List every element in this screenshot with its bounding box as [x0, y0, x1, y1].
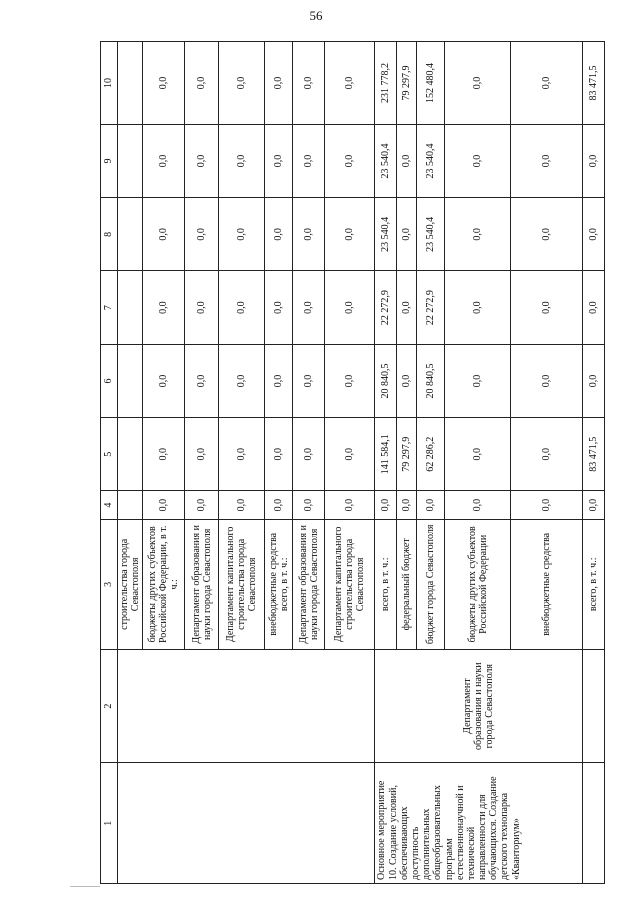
measure-10-description: Основное мероприятие 10. Создание условий, обеспечивающих доступность дополнительных общеобразовательных программ естественнонаучной и технической направленности для обучающихся. Создание детского технопарка «Кванториум» [375, 763, 583, 884]
value-cell: 0,0 [219, 491, 265, 519]
value-cell: 0,0 [143, 271, 185, 344]
header-cell: 9 [101, 124, 118, 197]
value-cell: 0,0 [185, 344, 219, 417]
value-cell: 0,0 [397, 271, 417, 344]
source-cell: бюджеты других субъектов Российской Федерации [445, 519, 511, 649]
value-cell: 0,0 [219, 198, 265, 271]
value-cell: 0,0 [325, 344, 375, 417]
header-cell: 5 [101, 418, 118, 491]
value-cell: 0,0 [143, 491, 185, 519]
next-executor-cell [583, 649, 605, 763]
value-cell: 0,0 [511, 271, 583, 344]
value-cell [118, 344, 143, 417]
value-cell: 79 297,9 [397, 42, 417, 125]
value-cell: 0,0 [445, 198, 511, 271]
value-cell: 0,0 [583, 491, 605, 519]
value-cell: 0,0 [265, 271, 293, 344]
value-cell: 23 540,4 [417, 124, 445, 197]
rotated-table-container [100, 41, 600, 884]
value-cell: 0,0 [511, 124, 583, 197]
source-cell: внебюджетные средства всего, в т. ч.: [265, 519, 293, 649]
value-cell: 0,0 [143, 418, 185, 491]
source-cell: бюджет города Севастополя [417, 519, 445, 649]
value-cell: 0,0 [445, 344, 511, 417]
value-cell: 0,0 [265, 491, 293, 519]
value-cell: 0,0 [265, 344, 293, 417]
value-cell: 0,0 [143, 198, 185, 271]
value-cell: 0,0 [265, 124, 293, 197]
value-cell: 0,0 [445, 42, 511, 125]
value-cell: 0,0 [143, 42, 185, 125]
value-cell: 0,0 [583, 344, 605, 417]
value-cell: 0,0 [325, 42, 375, 125]
value-cell [118, 418, 143, 491]
value-cell: 0,0 [583, 271, 605, 344]
value-cell: 0,0 [219, 418, 265, 491]
table-row [118, 42, 143, 884]
value-cell: 0,0 [445, 418, 511, 491]
value-cell: 0,0 [511, 198, 583, 271]
value-cell: 0,0 [325, 491, 375, 519]
page-number: 56 [309, 8, 323, 23]
value-cell: 0,0 [511, 42, 583, 125]
source-cell: федеральный бюджет [397, 519, 417, 649]
source-cell: внебюджетные средства [511, 519, 583, 649]
prev-executor-cell [118, 649, 375, 763]
value-cell [118, 198, 143, 271]
value-cell: 0,0 [293, 418, 325, 491]
value-cell: 0,0 [185, 198, 219, 271]
value-cell [118, 491, 143, 519]
value-cell: 0,0 [325, 198, 375, 271]
source-cell: Департамент образования и науки города Севастополя [293, 519, 325, 649]
measure-10-executor: Департамент образования и науки города Севастополя [375, 649, 583, 763]
value-cell: 23 540,4 [417, 198, 445, 271]
value-cell: 79 297,9 [397, 418, 417, 491]
value-cell: 0,0 [219, 271, 265, 344]
value-cell: 0,0 [219, 42, 265, 125]
value-cell: 0,0 [511, 491, 583, 519]
header-cell: 10 [101, 42, 118, 125]
header-cell: 7 [101, 271, 118, 344]
value-cell: 20 840,5 [375, 344, 397, 417]
table-row [583, 42, 605, 884]
header-cell: 4 [101, 491, 118, 519]
value-cell: 0,0 [219, 124, 265, 197]
source-cell: Департамент капитального строительства города Севастополя [219, 519, 265, 649]
value-cell: 0,0 [325, 418, 375, 491]
source-cell: строительства города Севастополя [118, 519, 143, 649]
value-cell: 0,0 [397, 198, 417, 271]
value-cell: 83 471,5 [583, 418, 605, 491]
value-cell: 0,0 [397, 124, 417, 197]
value-cell: 0,0 [583, 124, 605, 197]
source-cell: Департамент капитального строительства города Севастополя [325, 519, 375, 649]
value-cell: 0,0 [511, 344, 583, 417]
source-cell: бюджеты других субъектов Российской Федерации, в т. ч.: [143, 519, 185, 649]
value-cell: 0,0 [445, 271, 511, 344]
value-cell: 231 778,2 [375, 42, 397, 125]
value-cell: 0,0 [293, 491, 325, 519]
prev-measure-cell [118, 763, 375, 884]
source-cell: Департамент образования и науки города Севастополя [185, 519, 219, 649]
value-cell: 0,0 [143, 344, 185, 417]
value-cell: 0,0 [445, 491, 511, 519]
value-cell: 0,0 [265, 198, 293, 271]
value-cell: 83 471,5 [583, 42, 605, 125]
value-cell: 0,0 [293, 124, 325, 197]
value-cell: 0,0 [293, 42, 325, 125]
value-cell: 0,0 [265, 42, 293, 125]
header-cell: 1 [101, 763, 118, 884]
value-cell: 0,0 [293, 198, 325, 271]
value-cell: 22 272,9 [417, 271, 445, 344]
value-cell: 0,0 [397, 344, 417, 417]
value-cell: 0,0 [293, 271, 325, 344]
value-cell: 0,0 [219, 344, 265, 417]
header-cell: 3 [101, 519, 118, 649]
value-cell: 0,0 [511, 418, 583, 491]
value-cell: 62 286,2 [417, 418, 445, 491]
header-row [101, 42, 118, 884]
value-cell: 0,0 [185, 42, 219, 125]
header-cell: 2 [101, 649, 118, 763]
value-cell: 0,0 [417, 491, 445, 519]
source-cell: всего, в т. ч.: [375, 519, 397, 649]
value-cell: 0,0 [375, 491, 397, 519]
value-cell: 0,0 [265, 418, 293, 491]
header-cell: 6 [101, 344, 118, 417]
scan-artifact-line [70, 886, 100, 887]
value-cell: 0,0 [185, 418, 219, 491]
table-row [375, 42, 397, 884]
value-cell: 152 480,4 [417, 42, 445, 125]
value-cell [118, 42, 143, 125]
next-measure-cell [583, 763, 605, 884]
value-cell: 0,0 [583, 198, 605, 271]
value-cell: 0,0 [293, 344, 325, 417]
value-cell: 0,0 [325, 124, 375, 197]
value-cell: 0,0 [185, 491, 219, 519]
value-cell: 23 540,4 [375, 198, 397, 271]
value-cell: 22 272,9 [375, 271, 397, 344]
value-cell: 0,0 [397, 491, 417, 519]
header-cell: 8 [101, 198, 118, 271]
source-cell: всего, в т. ч.: [583, 519, 605, 649]
value-cell: 0,0 [143, 124, 185, 197]
value-cell: 0,0 [445, 124, 511, 197]
value-cell: 20 840,5 [417, 344, 445, 417]
value-cell: 141 584,1 [375, 418, 397, 491]
value-cell: 0,0 [325, 271, 375, 344]
value-cell: 0,0 [185, 271, 219, 344]
value-cell: 0,0 [185, 124, 219, 197]
value-cell [118, 271, 143, 344]
value-cell: 23 540,4 [375, 124, 397, 197]
budget-table [100, 41, 605, 884]
value-cell [118, 124, 143, 197]
